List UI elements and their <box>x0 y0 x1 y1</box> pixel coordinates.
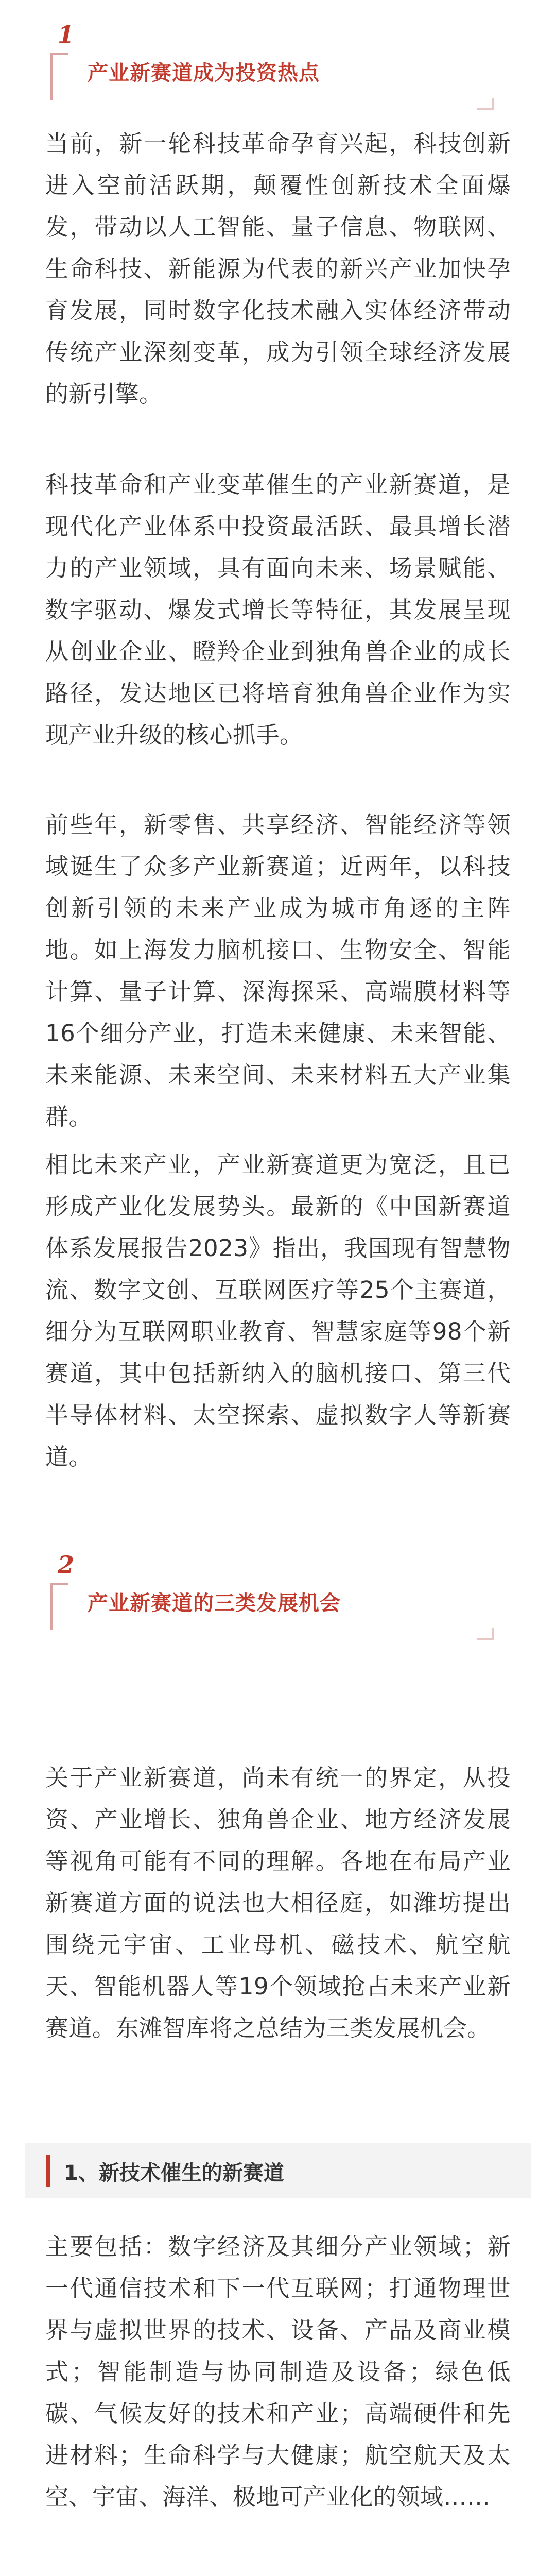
subsection-accent-bar <box>46 2155 50 2187</box>
section-1-paragraph-4: 相比未来产业，产业新赛道更为宽泛，且已形成产业化发展势头。最新的《中国新赛道体系发展报告2023》指出，我国现有智慧物流、数字文创、互联网医疗等25个主赛道，细分为互联网职业教育、智慧家庭等98个新赛道，其中包括新纳入的脑机接口、第三代半导体材料、太空探索、虚拟数字人等新赛道。 <box>45 1151 511 1470</box>
section-2-paragraph-1: 关于产业新赛道，尚未有统一的界定，从投资、产业增长、独角兽企业、地方经济发展等视角可能有不同的理解。各地在布局产业新赛道方面的说法也大相径庭，如潍坊提出围绕元宇宙、工业母机、磁技术、航空航天、智能机器人等19个领域抢占未来产业新赛道。东滩智库将之总结为三类发展机会。 <box>45 1764 511 2042</box>
section-1-paragraph-2: 科技革命和产业变革催生的产业新赛道，是现代化产业体系中投资最活跃、最具增长潜力的产业领域，具有面向未来、场景赋能、数字驱动、爆发式增长等特征，其发展呈现从创业企业、瞪羚企业到独角兽企业的成长路径，发达地区已将培育独角兽企业作为实现产业升级的核心抓手。 <box>45 471 511 749</box>
section-2-bracket <box>50 1583 68 1630</box>
section-1-paragraph-1: 当前，新一轮科技革命孕育兴起，科技创新进入空前活跃期，颠覆性创新技术全面爆发，带动以人工智能、量子信息、物联网、生命科技、新能源为代表的新兴产业加快孕育发展，同时数字化技术融入实体经济带动传统产业深刻变革，成为引领全球经济发展的新引擎。 <box>45 130 511 408</box>
section-1-heading <box>41 21 515 108</box>
section-1-number: 1 <box>58 21 75 48</box>
section-2-bracket-end <box>477 1628 494 1640</box>
section-1-paragraph-3: 前些年，新零售、共享经济、智能经济等领域诞生了众多产业新赛道；近两年，以科技创新引领的未来产业成为城市角逐的主阵地。如上海发力脑机接口、生物安全、智能计算、量子计算、深海探采、高端膜材料等16个细分产业，打造未来健康、未来智能、未来能源、未来空间、未来材料五大产业集群。 <box>45 811 511 1130</box>
subsection-1-paragraph-1: 主要包括：数字经济及其细分产业领域；新一代通信技术和下一代互联网；打通物理世界与虚拟世界的技术、设备、产品及商业模式；智能制造与协同制造及设备；绿色低碳、气候友好的技术和产业；高端硬件和先进材料；生命科学与大健康；航空航天及太空、宇宙、海洋、极地可产业化的领域…… <box>45 2233 511 2511</box>
section-1-bracket <box>50 53 68 100</box>
section-1-bracket-end <box>477 98 494 110</box>
subsection-1-title: 1、新技术催生的新赛道 <box>64 2161 284 2185</box>
section-2-heading <box>41 1551 515 1638</box>
section-2-number: 2 <box>58 1551 75 1579</box>
subsection-1-heading <box>25 2143 531 2198</box>
section-1-title: 产业新赛道成为投资热点 <box>88 61 320 85</box>
section-2-title: 产业新赛道的三类发展机会 <box>88 1591 341 1615</box>
